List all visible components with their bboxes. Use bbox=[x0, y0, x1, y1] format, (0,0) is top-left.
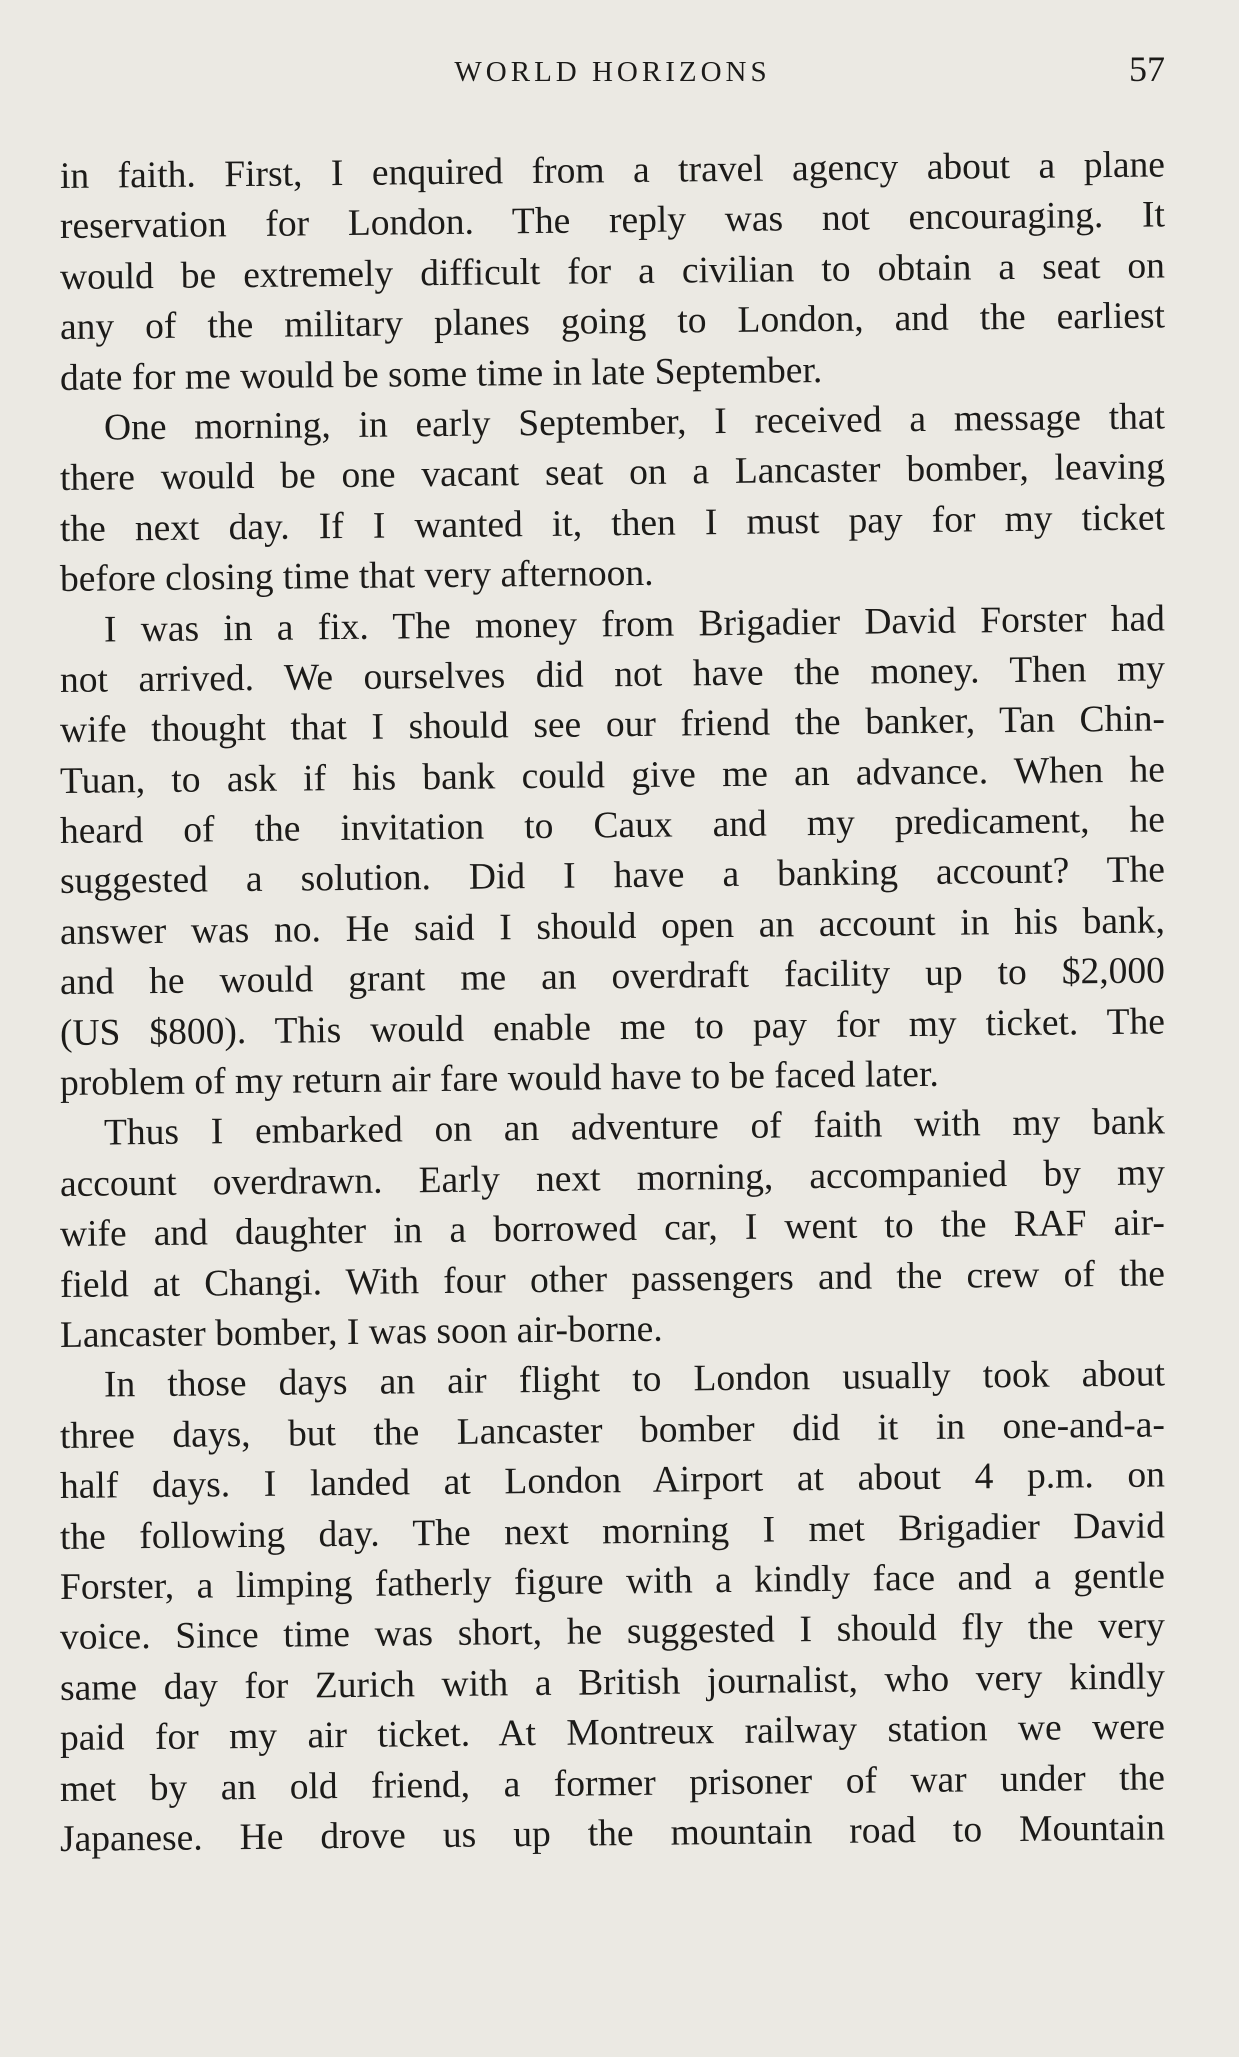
text-line: half days. I landed at London Airport at about 4 p.m. on bbox=[59, 1454, 1166, 1508]
text-line: wife thought that I should see our friend the banker, Tan Chin- bbox=[59, 698, 1166, 752]
text-line: Lancaster bomber, I was soon air-borne. bbox=[59, 1308, 663, 1356]
text-line: In those days an air flight to London usually took about bbox=[103, 1353, 1166, 1406]
text-line: date for me would be some time in late September. bbox=[59, 349, 823, 399]
text-line: problem of my return air fare would have to be faced later. bbox=[59, 1053, 939, 1105]
text-line: suggested a solution. Did I have a banking account? The bbox=[59, 849, 1166, 903]
text-line: three days, but the Lancaster bomber did it in one-and-a- bbox=[59, 1404, 1166, 1457]
text-line: there would be one vacant seat on a Lancaster bomber, leaving bbox=[59, 446, 1166, 500]
text-line: wife and daughter in a borrowed car, I went to the RAF air- bbox=[59, 1202, 1166, 1256]
text-line: Tuan, to ask if his bank could give me an advance. When he bbox=[59, 749, 1166, 802]
text-line: paid for my air ticket. At Montreux railway station we were bbox=[59, 1706, 1166, 1760]
running-head bbox=[60, 48, 1165, 98]
text-line: Japanese. He drove us up the mountain road to Mountain bbox=[59, 1807, 1166, 1860]
text-line: not arrived. We ourselves did not have the money. Then my bbox=[59, 648, 1166, 701]
text-line: account overdrawn. Early next morning, accompanied by my bbox=[59, 1152, 1166, 1205]
text-line: heard of the invitation to Caux and my predicament, he bbox=[59, 799, 1166, 853]
text-line: reservation for London. The reply was not encouraging. It bbox=[59, 194, 1166, 248]
running-head-title: WORLD HORIZONS bbox=[454, 56, 771, 88]
text-line: Thus I embarked on an adventure of faith with my bank bbox=[103, 1101, 1166, 1154]
text-line: same day for Zurich with a British journalist, who very kindly bbox=[59, 1656, 1166, 1709]
body-text bbox=[59, 144, 1166, 1865]
text-line: in faith. First, I enquired from a travel agency about a plane bbox=[59, 144, 1166, 197]
text-line: the following day. The next morning I met Brigadier David bbox=[59, 1504, 1166, 1558]
text-line: before closing time that very afternoon. bbox=[59, 552, 654, 601]
text-line: (US $800). This would enable me to pay for my ticket. The bbox=[59, 1001, 1166, 1054]
text-line: answer was no. He said I should open an account in his bank, bbox=[59, 900, 1166, 953]
text-line: One morning, in early September, I received a message that bbox=[103, 396, 1166, 449]
text-line: field at Changi. With four other passengers and the crew of the bbox=[59, 1253, 1166, 1306]
text-line: and he would grant me an overdraft facility up to $2,000 bbox=[59, 950, 1166, 1004]
text-line: voice. Since time was short, he suggested I should fly the very bbox=[59, 1605, 1166, 1659]
text-line: any of the military planes going to London, and the earliest bbox=[59, 295, 1166, 349]
text-line: would be extremely difficult for a civilian to obtain a seat on bbox=[59, 245, 1166, 298]
text-line: met by an old friend, a former prisoner of war under the bbox=[59, 1756, 1166, 1810]
text-line: the next day. If I wanted it, then I must pay for my ticket bbox=[59, 497, 1166, 550]
text-line: Forster, a limping fatherly figure with a kindly face and a gentle bbox=[59, 1555, 1166, 1608]
text-line: I was in a fix. The money from Brigadier David Forster had bbox=[103, 597, 1166, 651]
page-number: 57 bbox=[1129, 49, 1165, 89]
